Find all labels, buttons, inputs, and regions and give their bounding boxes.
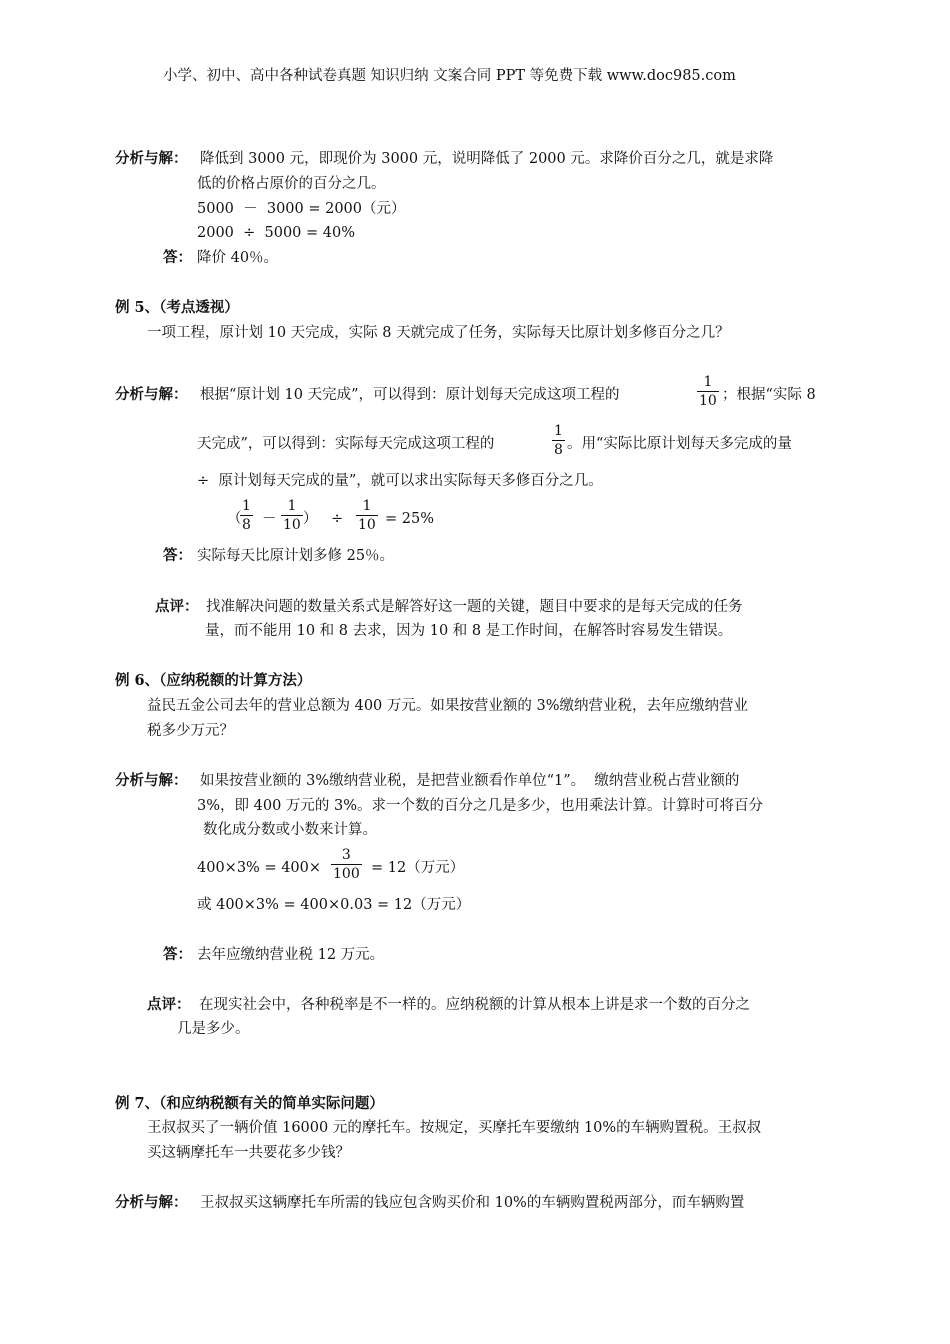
fraction-bar <box>697 391 719 392</box>
fraction-numerator: 1 <box>703 374 713 390</box>
fraction-denominator: 8 <box>242 517 251 533</box>
fraction-1-10 <box>697 375 719 409</box>
fraction-denominator: 100 <box>333 866 360 882</box>
example-6-title: 例 6、（应纳税额的计算方法） <box>115 672 312 689</box>
page-header: 小学、初中、高中各种试卷真题 知识归纳 文案合同 PPT 等免费下载 www.doc985.com <box>163 68 736 84</box>
example-6-analysis-line1: 如果按营业额的 3%缴纳营业税，是把营业额看作单位“1”。 缴纳营业税占营业额的 <box>200 773 740 789</box>
example-6-question-line2: 税多少万元？ <box>147 723 234 739</box>
comment-label: 点评： <box>155 598 199 615</box>
equation-divide: ÷ <box>331 511 344 527</box>
example-6-comment-line2: 几是多少。 <box>177 1021 250 1037</box>
example-7-question-line1: 王叔叔买了一辆价值 16000 元的摩托车。按规定，买摩托车要缴纳 10%的车辆购置税。王叔叔 <box>147 1120 762 1136</box>
block1-line1: 降低到 3000 元，即现价为 3000 元，说明降低了 2000 元。求降价百分之几，就是求降 <box>200 151 774 167</box>
analysis-label: 分析与解： <box>115 150 188 167</box>
example-5-analysis-line2: 天完成”，可以得到：实际每天完成这项工程的 <box>197 436 495 452</box>
fraction-numerator: 3 <box>341 847 351 863</box>
fraction-bar <box>331 864 362 865</box>
block1-eq1: 5000 － 3000 = 2000（元） <box>197 201 406 217</box>
example-7-title: 例 7、（和应纳税额有关的简单实际问题） <box>115 1095 384 1112</box>
block1-eq2: 2000 ÷ 5000 = 40% <box>197 225 355 241</box>
example-6-equation2: 或 400×3% = 400×0.03 = 12（万元） <box>197 897 471 913</box>
analysis-label: 分析与解： <box>115 772 188 789</box>
example-5-analysis-line1b: ；根据“实际 8 <box>722 387 816 403</box>
analysis-label: 分析与解： <box>115 1194 188 1211</box>
example-5-analysis-line3: ÷ 原计划每天完成的量”，就可以求出实际每天多修百分之几。 <box>197 473 603 489</box>
block1-answer: 降价 40％。 <box>197 250 279 266</box>
example-6-question-line1: 益民五金公司去年的营业总额为 400 万元。如果按营业额的 3%缴纳营业税，去年应缴纳营业 <box>147 698 749 714</box>
comment-label: 点评： <box>147 996 191 1013</box>
equation-minus: － <box>262 511 277 527</box>
fraction-1-8 <box>240 499 253 533</box>
fraction-numerator: 1 <box>362 498 372 514</box>
equation-close-paren: ） <box>303 511 318 527</box>
fraction-denominator: 8 <box>554 442 563 458</box>
fraction-denominator: 10 <box>283 517 301 533</box>
example-6-analysis-line3: 数化成分数或小数来计算。 <box>203 822 377 838</box>
example-5-title: 例 5、（考点透视） <box>115 299 239 316</box>
equation-open-paren: （ <box>227 511 242 527</box>
example-5-question: 一项工程，原计划 10 天完成，实际 8 天就完成了任务，实际每天比原计划多修百分之几？ <box>147 325 730 341</box>
fraction-bar <box>356 515 378 516</box>
fraction-bar <box>240 515 253 516</box>
example-6-equation1: 400×3% = 400× <box>197 860 322 876</box>
block1-line2: 低的价格占原价的百分之几。 <box>197 176 386 192</box>
equation-result: = 25% <box>385 511 434 527</box>
fraction-3-100 <box>331 848 362 882</box>
fraction-bar <box>552 440 565 441</box>
fraction-1-10 <box>356 499 378 533</box>
example-7-question-line2: 买这辆摩托车一共要花多少钱？ <box>147 1145 350 1161</box>
fraction-1-8 <box>552 424 565 458</box>
example-6-answer: 去年应缴纳营业税 12 万元。 <box>197 947 385 963</box>
fraction-bar <box>281 515 303 516</box>
example-6-equation1-result: = 12（万元） <box>371 860 465 876</box>
example-5-comment-line2: 量，而不能用 10 和 8 去求，因为 10 和 8 是工作时间，在解答时容易发生错误。 <box>205 623 733 639</box>
fraction-1-10 <box>281 499 303 533</box>
answer-label: 答： <box>163 249 192 266</box>
example-6-comment-line1: 在现实社会中，各种税率是不一样的。应纳税额的计算从根本上讲是求一个数的百分之 <box>199 997 750 1013</box>
fraction-denominator: 10 <box>699 393 717 409</box>
example-5-analysis-line1: 根据“原计划 10 天完成”，可以得到：原计划每天完成这项工程的 <box>200 387 620 403</box>
fraction-denominator: 10 <box>358 517 376 533</box>
answer-label: 答： <box>163 547 192 564</box>
example-7-analysis-line1: 王叔叔买这辆摩托车所需的钱应包含购买价和 10%的车辆购置税两部分，而车辆购置 <box>200 1195 745 1211</box>
fraction-numerator: 1 <box>554 423 563 439</box>
analysis-label: 分析与解： <box>115 386 188 403</box>
example-5-answer: 实际每天比原计划多修 25％。 <box>197 548 395 564</box>
fraction-numerator: 1 <box>242 498 251 514</box>
example-5-comment-line1: 找准解决问题的数量关系式是解答好这一题的关键，题目中要求的是每天完成的任务 <box>206 599 743 615</box>
answer-label: 答： <box>163 946 192 963</box>
example-5-analysis-line2b: 。用“实际比原计划每天多完成的量 <box>567 436 792 452</box>
fraction-numerator: 1 <box>287 498 297 514</box>
example-6-analysis-line2: 3%，即 400 万元的 3%。求一个数的百分之几是多少，也用乘法计算。计算时可将百分 <box>197 798 764 814</box>
